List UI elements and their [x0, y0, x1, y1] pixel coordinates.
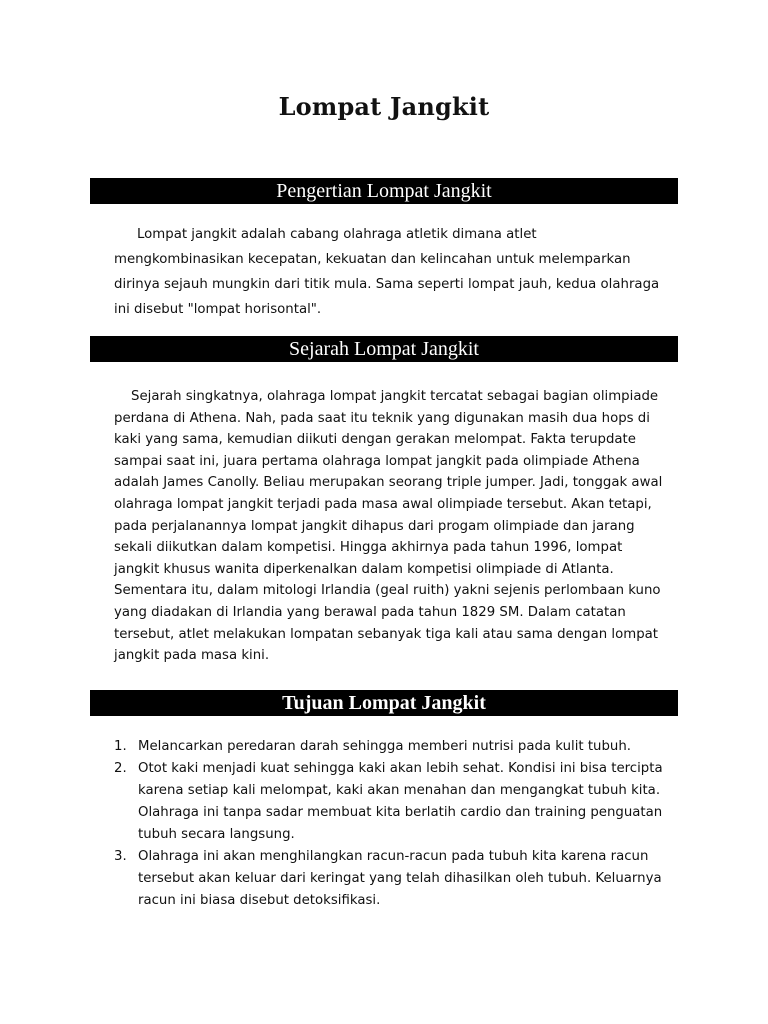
- section-heading-history-label: Sejarah Lompat Jangkit: [289, 338, 479, 360]
- list-item-number: 2.: [114, 761, 127, 776]
- list-item-text: Otot kaki menjadi kuat sehingga kaki akan lebih sehat. Kondisi ini bisa tercipta karena setiap kali melompat, kaki akan menahan dan mengangkat tubuh kita. Olahraga ini tanpa sadar membuat kita berlatih cardio dan training penguatan tubuh secara langsung.: [138, 761, 663, 842]
- list-item-text: Olahraga ini akan menghilangkan racun-racun pada tubuh kita karena racun tersebut akan keluar dari keringat yang telah dihasilkan oleh tubuh. Keluarnya racun ini biasa disebut detoksifikasi.: [138, 849, 662, 908]
- list-item-number: 1.: [114, 739, 127, 754]
- section-heading-definition: [90, 178, 678, 204]
- section-heading-purpose: [90, 690, 678, 716]
- document-title: Lompat Jangkit: [278, 92, 490, 121]
- list-item: [114, 736, 674, 758]
- list-item: [114, 846, 674, 912]
- history-paragraph: Sejarah singkatnya, olahraga lompat jangkit tercatat sebagai bagian olimpiade perdana di Athena. Nah, pada saat itu teknik yang digunakan masih dua hops di kaki yang sama, kemudian diikuti dengan gerakan melompat. Fakta terupdate sampai saat ini, juara pertama olahraga lompat jangkit pada olimpiade Athena adalah James Canolly. Beliau merupakan seorang triple jumper. Jadi, tonggak awal olahraga lompat jangkit terjadi pada masa awal olimpiade tersebut. Akan tetapi, pada perjalanannya lompat jangkit dihapus dari progam olimpiade dan jarang sekali diikutkan dalam kompetisi. Hingga akhirnya pada tahun 1996, lompat jangkit khusus wanita diperkenalkan dalam kompetisi olimpiade di Atlanta. Sementara itu, dalam mitologi Irlandia (geal ruith) yakni sejenis perlombaan kuno yang diadakan di Irlandia yang berawal pada tahun 1829 SM. Dalam catatan tersebut, atlet melakukan lompatan sebanyak tiga kali atau sama dengan lompat jangkit pada masa kini.: [114, 389, 663, 664]
- list-item: [114, 758, 674, 846]
- list-item-number: 3.: [114, 849, 127, 864]
- purpose-list: [114, 736, 674, 912]
- list-item-text: Melancarkan peredaran darah sehingga memberi nutrisi pada kulit tubuh.: [138, 739, 632, 754]
- section-heading-purpose-label: Tujuan Lompat Jangkit: [282, 692, 486, 714]
- section-heading-definition-label: Pengertian Lompat Jangkit: [276, 180, 492, 202]
- section-heading-history: [90, 336, 678, 362]
- definition-paragraph: Lompat jangkit adalah cabang olahraga atletik dimana atlet mengkombinasikan kecepatan, kekuatan dan kelincahan untuk melemparkan dirinya sejauh mungkin dari titik mula. Sama seperti lompat jauh, kedua olahraga ini disebut "lompat horisontal".: [114, 227, 660, 317]
